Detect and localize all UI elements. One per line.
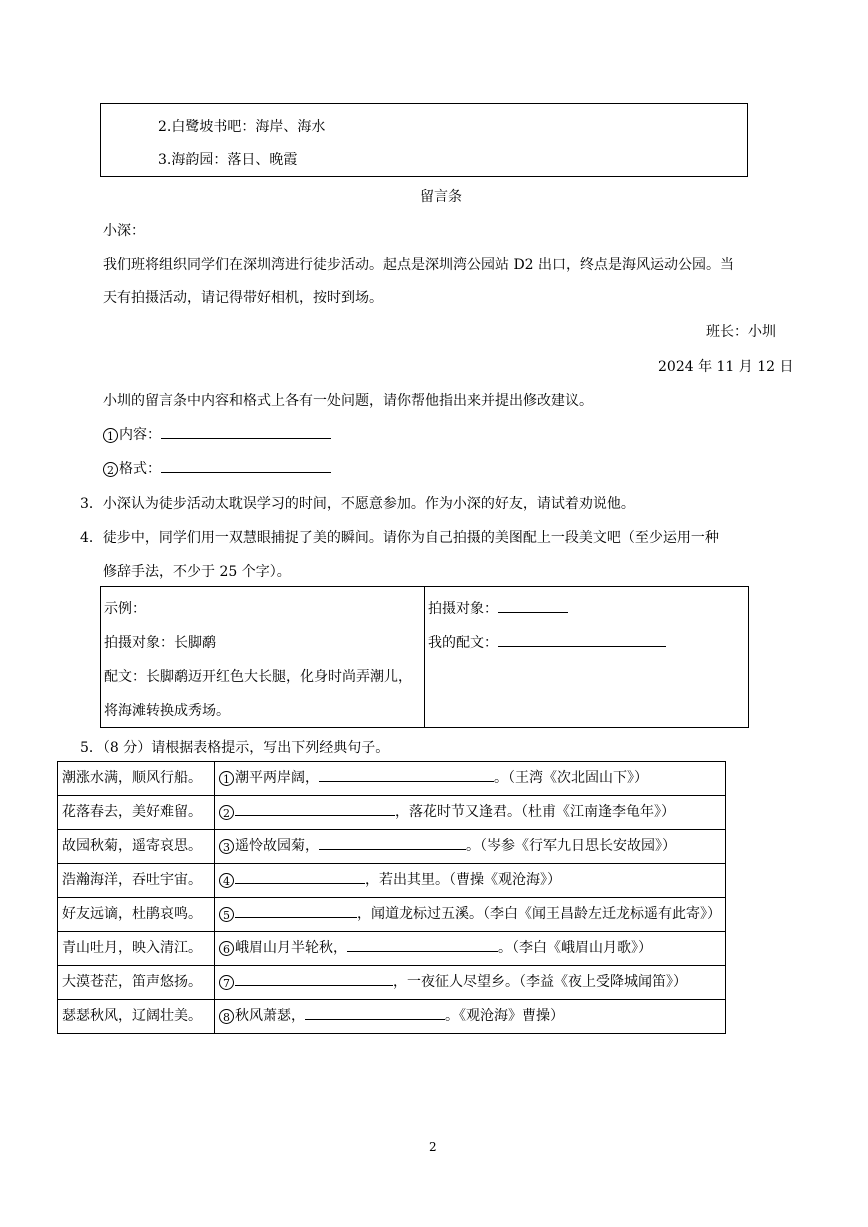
- attraction-line-2: 2.白鹭坡书吧：海岸、海水: [158, 119, 326, 135]
- row-hint: 浩瀚海洋，吞吐宇宙。: [58, 864, 215, 898]
- row-sentence: [215, 932, 726, 966]
- sentence-blank[interactable]: [319, 835, 466, 850]
- table-row: [58, 932, 726, 966]
- sentence-after: 。（王湾《次北固山下》）: [494, 770, 648, 786]
- page-number: 2: [429, 1140, 437, 1154]
- row-hint: 故园秋菊，遥寄哀思。: [58, 830, 215, 864]
- table-row: [58, 898, 726, 932]
- sentence-blank[interactable]: [235, 903, 357, 918]
- circled-number: 3: [219, 839, 234, 854]
- row-hint: 青山吐月，映入清江。: [58, 932, 215, 966]
- row-hint: 大漠苍茫，笛声悠扬。: [58, 966, 215, 1000]
- format-label: 格式：: [119, 461, 161, 477]
- circled-number: 8: [219, 1009, 234, 1024]
- row-hint: 潮涨水满，顺风行船。: [58, 762, 215, 796]
- attraction-line-3: 3.海韵园：落日、晚霞: [158, 152, 298, 168]
- sentence-before: 峨眉山月半轮秋，: [235, 940, 347, 956]
- sentence-after: ，若出其里。（曹操《观沧海》）: [365, 872, 561, 888]
- classic-sentences-table: [57, 761, 726, 1034]
- row-hint: 瑟瑟秋风，辽阔壮美。: [58, 1000, 215, 1034]
- row-sentence: [215, 1000, 726, 1034]
- content-answer-blank[interactable]: [161, 424, 331, 439]
- content-label: 内容：: [119, 427, 161, 443]
- sentence-before: 潮平两岸阔，: [235, 770, 319, 786]
- table-divider: [424, 587, 425, 727]
- circled-number: 5: [219, 907, 234, 922]
- circled-number: 1: [103, 428, 118, 443]
- answer-caption: [428, 632, 666, 652]
- table-row: [58, 1000, 726, 1034]
- row-sentence: [215, 898, 726, 932]
- row-sentence: [215, 966, 726, 1000]
- table-row: [58, 762, 726, 796]
- note-date: 2024 年 11 月 12 日: [658, 359, 794, 375]
- sentence-blank[interactable]: [319, 767, 494, 782]
- sentence-blank[interactable]: [305, 1005, 445, 1020]
- example-subject: 拍摄对象：长脚鹬: [104, 635, 216, 651]
- row-hint: 好友远谪，杜鹃哀鸣。: [58, 898, 215, 932]
- circled-number: 2: [103, 462, 118, 477]
- table-row: [58, 966, 726, 1000]
- row-sentence: [215, 830, 726, 864]
- table-row: [58, 796, 726, 830]
- row-sentence: [215, 864, 726, 898]
- note-answer-content: [103, 424, 331, 444]
- note-answer-format: [103, 458, 331, 478]
- row-hint: 花落春去，美好难留。: [58, 796, 215, 830]
- sentence-after: 。（岑参《行军九日思长安故园》）: [466, 838, 676, 854]
- attraction-box: [100, 103, 748, 177]
- answer-caption-label: 我的配文：: [428, 635, 498, 651]
- answer-subject: [428, 598, 568, 618]
- table-row: [58, 864, 726, 898]
- sentence-after: 。《观沧海》曹操）: [445, 1008, 564, 1024]
- sentence-after: ，落花时节又逢君。（杜甫《江南逢李龟年》）: [395, 804, 675, 820]
- question-4-line-1: 4．徒步中，同学们用一双慧眼捕捉了美的瞬间。请你为自己拍摄的美图配上一段美文吧（至少运用一种: [80, 530, 719, 546]
- question-4-line-2: 修辞手法，不少于 25 个字）。: [103, 564, 291, 580]
- circled-number: 4: [219, 873, 234, 888]
- note-salutation: 小深：: [103, 223, 145, 239]
- sentence-before: 秋风萧瑟，: [235, 1008, 305, 1024]
- table-row: [58, 830, 726, 864]
- answer-caption-blank[interactable]: [498, 632, 666, 647]
- format-answer-blank[interactable]: [161, 458, 331, 473]
- example-label: 示例：: [104, 601, 146, 617]
- circled-number: 2: [219, 805, 234, 820]
- answer-subject-blank[interactable]: [498, 598, 568, 613]
- note-title: 留言条: [420, 189, 462, 205]
- note-signature: 班长：小圳: [706, 324, 776, 340]
- circled-number: 6: [219, 941, 234, 956]
- note-body-line-1: 我们班将组织同学们在深圳湾进行徒步活动。起点是深圳湾公园站 D2 出口，终点是海风运动公园。当: [103, 257, 735, 273]
- sentence-after: ，一夜征人尽望乡。（李益《夜上受降城闻笛》）: [393, 974, 687, 990]
- sentence-after: ，闻道龙标过五溪。（李白《闻王昌龄左迁龙标遥有此寄》）: [357, 906, 721, 922]
- photo-caption-table: [100, 586, 749, 728]
- answer-subject-label: 拍摄对象：: [428, 601, 498, 617]
- sentence-blank[interactable]: [235, 971, 393, 986]
- note-question-prompt: 小圳的留言条中内容和格式上各有一处问题，请你帮他指出来并提出修改建议。: [103, 393, 593, 409]
- sentence-blank[interactable]: [235, 801, 395, 816]
- sentence-blank[interactable]: [235, 869, 365, 884]
- row-sentence: [215, 796, 726, 830]
- question-5-heading: 5．（8 分）请根据表格提示，写出下列经典句子。: [80, 740, 390, 756]
- sentence-blank[interactable]: [347, 937, 498, 952]
- question-3: 3．小深认为徒步活动太耽误学习的时间，不愿意参加。作为小深的好友，请试着劝说他。: [80, 496, 635, 512]
- example-caption-line-1: 配文：长脚鹬迈开红色大长腿，化身时尚弄潮儿，: [104, 669, 412, 685]
- sentence-after: 。（李白《峨眉山月歌》）: [498, 940, 652, 956]
- row-sentence: [215, 762, 726, 796]
- circled-number: 1: [219, 771, 234, 786]
- example-caption-line-2: 将海滩转换成秀场。: [104, 703, 230, 719]
- sentence-before: 遥怜故园菊，: [235, 838, 319, 854]
- note-body-line-2: 天有拍摄活动，请记得带好相机，按时到场。: [103, 290, 383, 306]
- circled-number: 7: [219, 975, 234, 990]
